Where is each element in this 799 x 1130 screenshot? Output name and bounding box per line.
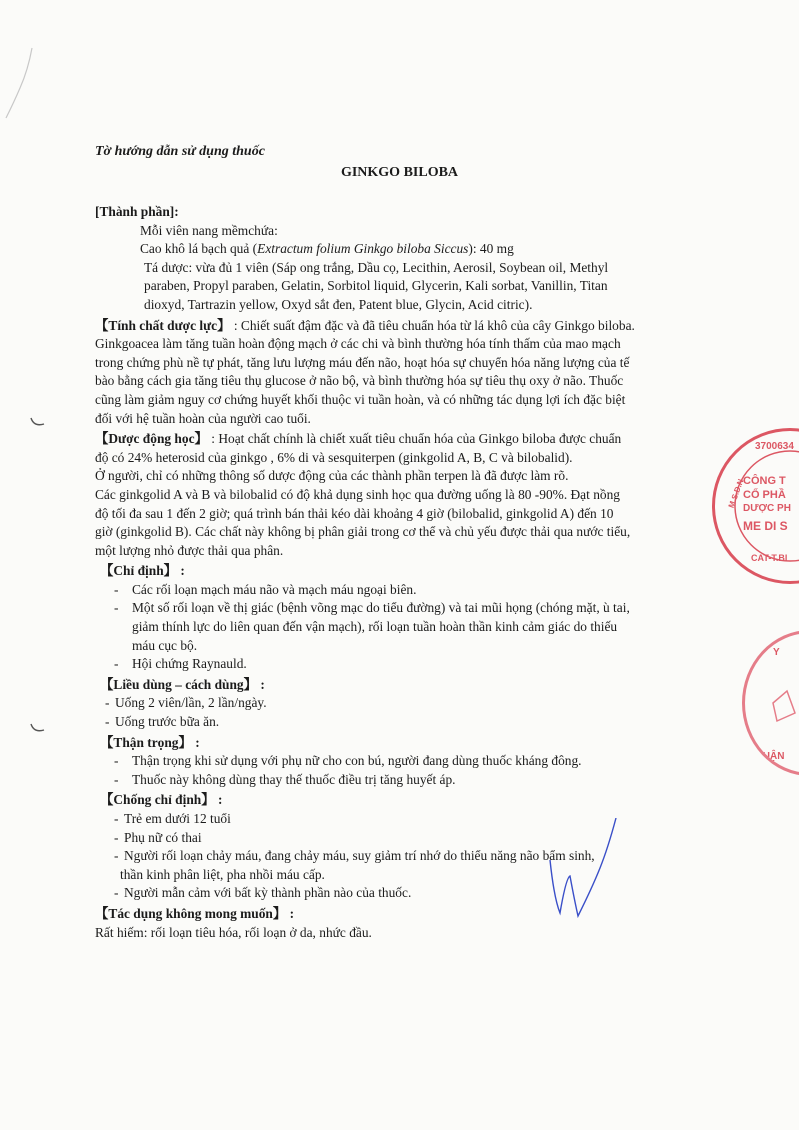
list-item-text: Hội chứng Raynauld. <box>132 656 247 672</box>
page-edge-smudge <box>0 40 60 130</box>
text-line: paraben, Propyl paraben, Gelatin, Sorbitol liquid, Glycerin, Kali sorbat, Vanillin, Titan <box>144 278 608 294</box>
stamp-text: QUẬN <box>755 751 785 762</box>
company-stamp <box>712 428 799 584</box>
latin-name: Extractum folium Ginkgo biloba Siccus <box>257 241 469 257</box>
stamp-text: CỔ PHẦ <box>743 489 786 501</box>
section-heading: 【Tính chất dược lực】 <box>95 317 231 333</box>
list-item-text: Trẻ em dưới 12 tuổi <box>124 811 231 826</box>
list-item-text: Uống trước bữa ăn. <box>115 714 220 730</box>
list-item: - Thận trọng khi sử dụng với phụ nữ cho con bú, người đang dùng thuốc kháng đông. <box>114 753 582 769</box>
stamp-text: 3700634 <box>755 441 794 452</box>
list-item-text: Một số rối loạn về thị giác (bệnh võng mạc do tiểu đường) và tai mũi họng (chóng mặt, ù tai, <box>132 600 630 616</box>
stamp-text: Y <box>773 647 780 658</box>
list-item: - Người mẫn cảm với bất kỳ thành phần nào của thuốc. <box>114 885 412 901</box>
text-span: : Chiết suất đậm đặc và đã tiêu chuẩn hóa từ lá khô của cây Ginkgo biloba. <box>230 317 635 333</box>
text-line: cũng làm giảm nguy cơ chứng huyết khối thuộc vi tuần hoàn, và có những tác dụng lợi ích đặc biệt <box>95 391 626 407</box>
text-line: Các ginkgolid A và B và bilobalid có độ khả dụng sinh học qua đường uống là 80 -90%. Đạt nồng <box>95 486 620 502</box>
text-line: độ có 24% heterosid của ginkgo , 6% di và sesquiterpen (ginkgolid A, B, C và bilobalid). <box>95 449 573 465</box>
section-heading: 【Dược động học】 <box>95 431 208 447</box>
list-item: - Các rối loạn mạch máu não và mạch máu ngoại biên. <box>114 581 417 597</box>
text-line: độ tối đa sau 1 đến 2 giờ; quá trình bán thải kéo dài khoảng 4 giờ (bilobalid, ginkgolid A) đến 10 <box>95 505 614 521</box>
section-thanh-phan <box>95 203 725 315</box>
text-span: ): 40 mg <box>468 241 514 257</box>
text-line: Rất hiếm: rối loạn tiêu hóa, rối loạn ở da, nhức đầu. <box>95 924 372 940</box>
section-lieu-dung <box>95 676 725 732</box>
text-line: bào bằng cách gia tăng tiêu thụ glucose ở não bộ, và bình thường hóa sự tiêu thụ oxy ở não. Thuốc <box>95 373 624 389</box>
document-title: GINKGO BILOBA <box>340 165 459 180</box>
text-line: đối với hệ tuần hoàn của người cao tuổi. <box>95 410 311 426</box>
section-heading: 【Chống chỉ định】 : <box>100 792 223 808</box>
text-span: Cao khô lá bạch quả ( <box>140 241 258 257</box>
section-duoc-dong-hoc <box>95 430 725 560</box>
text-line: Mỗi viên nang mềmchứa: <box>140 222 278 238</box>
section-heading: 【Tác dụng không mong muốn】 : <box>95 905 295 921</box>
text-line: giờ (ginkgolid B). Các chất này không bị phân giải trong cơ thể và chủ yếu được thải qua nước tiểu, <box>95 524 631 540</box>
list-item-continuation: máu cục bộ. <box>132 637 198 653</box>
text-span: : Hoạt chất chính là chiết xuất tiêu chuẩn hóa của Ginkgo biloba được chuẩn <box>207 431 622 447</box>
document-header: Tờ hướng dẫn sử dụng thuốc <box>95 144 265 159</box>
text-line: trong chứng phù nề tự phát, tăng lưu lượng máu đến não, hoạt hóa sự chuyển hóa năng lượng của tế <box>95 354 630 370</box>
text-line <box>95 430 725 449</box>
text-line <box>95 317 725 336</box>
section-heading: 【Thận trọng】 : <box>100 734 200 750</box>
list-item-text: Uống 2 viên/lần, 2 lần/ngày. <box>115 695 267 711</box>
official-seal <box>742 630 799 776</box>
text-line: dioxyd, Tartrazin yellow, Oxyd sắt đen, Patent blue, Glycin, Acid citric). <box>144 296 533 312</box>
list-item: - Uống 2 viên/lần, 2 lần/ngày. <box>105 695 267 711</box>
text-line: Ginkgoacea làm tăng tuần hoàn động mạch ở các chi và bình thường hóa tính thấm của mao mạch <box>95 336 621 352</box>
section-heading: 【Liều dùng – cách dùng】 : <box>100 676 265 692</box>
text-line: Ở người, chỉ có những thông số dược động của các thành phần terpen là đã được làm rõ. <box>95 468 569 484</box>
section-chi-dinh <box>95 562 725 674</box>
list-item-text: Người rối loạn chảy máu, đang chảy máu, suy giảm trí nhớ do thiểu năng não bẩm sinh, <box>124 848 595 864</box>
list-item-text: Thuốc này không dùng thay thế thuốc điều trị tăng huyết áp. <box>132 771 456 787</box>
list-item: - Một số rối loạn về thị giác (bệnh võng mạc do tiểu đường) và tai mũi họng (chóng mặt, ù tai, <box>114 600 630 616</box>
list-item-text: Các rối loạn mạch máu não và mạch máu ngoại biên. <box>132 581 417 597</box>
list-item: - Thuốc này không dùng thay thế thuốc điều trị tăng huyết áp. <box>114 771 456 787</box>
text-line: Tá dược: vừa đủ 1 viên (Sáp ong trắng, Dầu cọ, Lecithin, Aerosil, Soybean oil, Methyl <box>144 259 609 275</box>
section-tinh-chat <box>95 317 725 429</box>
stamp-text: CAT-T.BI <box>751 553 788 563</box>
stamp-text: DƯỢC PH <box>743 503 791 514</box>
section-heading: 【Chỉ định】 : <box>100 563 185 579</box>
stamp-text: CÔNG T <box>743 475 786 487</box>
list-item-text: Phụ nữ có thai <box>124 829 202 845</box>
list-item: - Trẻ em dưới 12 tuổi <box>114 811 231 826</box>
signature <box>540 818 640 928</box>
list-item: - Phụ nữ có thai <box>114 829 202 845</box>
list-item: - Người rối loạn chảy máu, đang chảy máu, suy giảm trí nhớ do thiểu năng não bẩm sinh, <box>114 848 595 864</box>
binder-hole-mark <box>28 718 48 738</box>
list-item-text: Người mẫn cảm với bất kỳ thành phần nào của thuốc. <box>124 885 412 901</box>
stamp-text: ME DI S <box>743 519 788 533</box>
list-item-continuation: giảm thính lực do liên quan đến vận mạch), rối loạn tuần hoàn thần kinh cảm giác do thiếu <box>132 619 618 635</box>
list-item: - Hội chứng Raynauld. <box>114 656 247 672</box>
list-item-continuation: thần kinh phân liệt, pha nhồi máu cấp. <box>120 866 325 882</box>
list-item-text: Thận trọng khi sử dụng với phụ nữ cho con bú, người đang dùng thuốc kháng đông. <box>132 753 582 769</box>
section-than-trong <box>95 734 725 790</box>
seal-emblem-icon <box>765 673 799 733</box>
text-line: một lượng nhỏ được thải qua phân. <box>95 542 284 558</box>
list-item: - Uống trước bữa ăn. <box>105 714 220 730</box>
section-heading: [Thành phần]: <box>95 204 179 219</box>
binder-hole-mark <box>28 412 48 432</box>
text-line <box>95 240 725 259</box>
stamp-text: M.S.D.N <box>726 477 746 510</box>
